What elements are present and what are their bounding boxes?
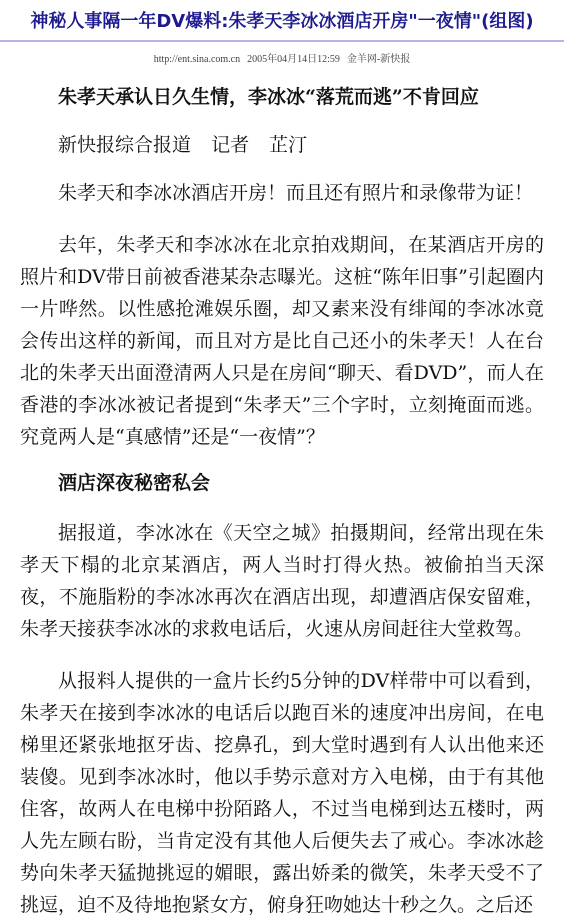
- byline-name: 芷汀: [269, 134, 308, 156]
- article-title: 神秘人事隔一年DV爆料:朱孝天李冰冰酒店开房"一夜情"(组图): [30, 11, 534, 32]
- section-subheading: 酒店深夜秘密私会: [58, 472, 211, 494]
- byline: [58, 131, 544, 159]
- article-body: [0, 83, 564, 921]
- paragraph-3: 从报料人提供的一盒片长约5分钟的DV样带中可以看到，朱孝天在接到李冰冰的电话后以跑百米的速度冲出房间，在电梯里还紧张地抠牙齿、挖鼻孔，到大堂时遇到有人认出他来还装傻。见到李冰冰时，他以手势示意对方入电梯，由于有其他住客，故两人在电梯中扮陌路人，不过当电梯到达五楼时，两人先左顾右盼，当肯定没有其他人后便失去了戒心。李冰冰趁势向朱孝天猛抛挑逗的媚眼，露出娇柔的微笑，朱孝天受不了挑逗，迫不及待地抱紧女方，俯身狂吻她达十秒之久。之后还: [20, 670, 544, 916]
- source-url[interactable]: http://ent.sina.com.cn: [153, 54, 241, 65]
- paragraph-2: 据报道，李冰冰在《天空之城》拍摄期间，经常出现在朱孝天下榻的北京某酒店，两人当时打得火热。被偷拍当天深夜，不施脂粉的李冰冰再次在酒店出现，却遭酒店保安留难，朱孝天接获李冰冰的求救电话后，火速从房间赶往大堂救驾。: [20, 522, 544, 640]
- byline-role: 记者: [211, 134, 250, 156]
- source-outlet: 金羊网-新快报: [346, 54, 411, 65]
- paragraph-1: 去年，朱孝天和李冰冰在北京拍戏期间，在某酒店开房的照片和DV带日前被香港某杂志曝光。这桩“陈年旧事”引起圈内一片哗然。以性感抢滩娱乐圈，却又素来没有绯闻的李冰冰竟会传出这样的新闻，而且对方是比自己还小的朱孝天！人在台北的朱孝天出面澄清两人只是在房间“聊天、看DVD”，而人在香港的李冰冰被记者提到“朱孝天”三个字时，立刻掩面而逃。究竟两人是“真感情”还是“一夜情”？: [20, 234, 544, 448]
- source-datetime: 2005年04月14日12:59: [247, 54, 340, 65]
- lead-paragraph: 朱孝天和李冰冰酒店开房！而且还有照片和录像带为证！: [58, 182, 534, 204]
- article-headline: 朱孝天承认日久生情，李冰冰“落荒而逃”不肯回应: [58, 86, 479, 108]
- source-line: [0, 50, 564, 65]
- article-title-bar: [0, 0, 564, 42]
- byline-agency: 新快报综合报道: [58, 134, 192, 156]
